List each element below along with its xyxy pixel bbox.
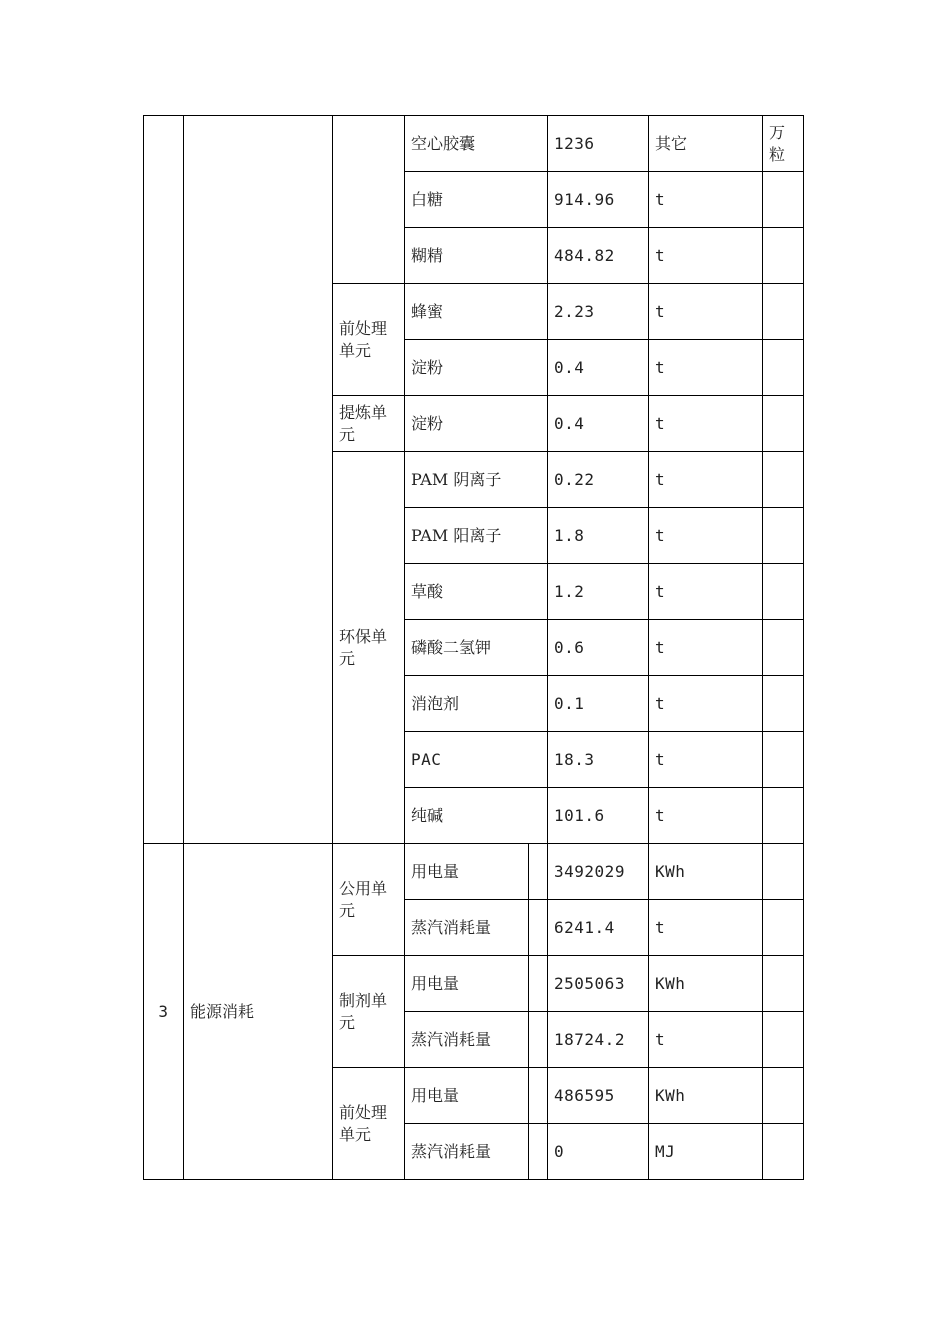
item-cell: 磷酸二氢钾 [405, 620, 548, 676]
value-cell: 2.23 [548, 284, 649, 340]
value-cell: 0.22 [548, 452, 649, 508]
note-cell [763, 284, 804, 340]
measure-cell: t [649, 284, 763, 340]
spacer-cell [529, 1124, 548, 1180]
note-cell [763, 564, 804, 620]
category-cell: 能源消耗 [184, 844, 333, 1180]
measure-cell: 其它 [649, 116, 763, 172]
note-cell [763, 172, 804, 228]
measure-cell: t [649, 676, 763, 732]
item-cell: PAM 阳离子 [405, 508, 548, 564]
note-cell [763, 620, 804, 676]
unit-cell: 制剂单元 [333, 956, 405, 1068]
measure-cell: t [649, 228, 763, 284]
value-cell: 0.6 [548, 620, 649, 676]
note-cell [763, 396, 804, 452]
value-cell: 3492029 [548, 844, 649, 900]
item-cell: 淀粉 [405, 340, 548, 396]
measure-cell: t [649, 452, 763, 508]
value-cell: 6241.4 [548, 900, 649, 956]
note-cell [763, 508, 804, 564]
measure-cell: t [649, 788, 763, 844]
value-cell: 18724.2 [548, 1012, 649, 1068]
item-cell: 消泡剂 [405, 676, 548, 732]
item-cell: PAM 阴离子 [405, 452, 548, 508]
note-cell [763, 676, 804, 732]
item-cell: 纯碱 [405, 788, 548, 844]
value-cell: 0 [548, 1124, 649, 1180]
item-cell: 白糖 [405, 172, 548, 228]
item-cell: 蜂蜜 [405, 284, 548, 340]
spacer-cell [529, 956, 548, 1012]
note-cell [763, 844, 804, 900]
note-cell [763, 228, 804, 284]
measure-cell: KWh [649, 1068, 763, 1124]
note-cell [763, 452, 804, 508]
value-cell: 1236 [548, 116, 649, 172]
item-cell: PAC [405, 732, 548, 788]
item-cell: 蒸汽消耗量 [405, 1012, 529, 1068]
unit-cell: 环保单元 [333, 452, 405, 844]
note-cell [763, 1068, 804, 1124]
value-cell: 0.4 [548, 340, 649, 396]
note-cell: 万粒 [763, 116, 804, 172]
value-cell: 1.8 [548, 508, 649, 564]
measure-cell: t [649, 732, 763, 788]
value-cell: 1.2 [548, 564, 649, 620]
spacer-cell [529, 1068, 548, 1124]
value-cell: 18.3 [548, 732, 649, 788]
unit-cell: 前处理单元 [333, 1068, 405, 1180]
spacer-cell [529, 844, 548, 900]
measure-cell: t [649, 172, 763, 228]
item-cell: 用电量 [405, 844, 529, 900]
measure-cell: KWh [649, 956, 763, 1012]
consumption-table [143, 115, 804, 1180]
spacer-cell [529, 1012, 548, 1068]
index-cell: 3 [144, 844, 184, 1180]
item-cell: 蒸汽消耗量 [405, 1124, 529, 1180]
measure-cell: t [649, 1012, 763, 1068]
measure-cell: t [649, 620, 763, 676]
item-cell: 淀粉 [405, 396, 548, 452]
item-cell: 空心胶囊 [405, 116, 548, 172]
unit-cell: 提炼单元 [333, 396, 405, 452]
measure-cell: KWh [649, 844, 763, 900]
note-cell [763, 732, 804, 788]
note-cell [763, 788, 804, 844]
measure-cell: t [649, 340, 763, 396]
table-row [144, 116, 804, 172]
item-cell: 草酸 [405, 564, 548, 620]
spacer-cell [529, 900, 548, 956]
measure-cell: MJ [649, 1124, 763, 1180]
value-cell: 914.96 [548, 172, 649, 228]
measure-cell: t [649, 564, 763, 620]
value-cell: 486595 [548, 1068, 649, 1124]
note-cell [763, 340, 804, 396]
unit-cell [333, 116, 405, 284]
note-cell [763, 1012, 804, 1068]
category-cell [184, 116, 333, 844]
value-cell: 484.82 [548, 228, 649, 284]
unit-cell: 前处理单元 [333, 284, 405, 396]
item-cell: 糊精 [405, 228, 548, 284]
measure-cell: t [649, 396, 763, 452]
note-cell [763, 1124, 804, 1180]
unit-cell: 公用单元 [333, 844, 405, 956]
item-cell: 用电量 [405, 1068, 529, 1124]
value-cell: 2505063 [548, 956, 649, 1012]
table-row [144, 844, 804, 900]
value-cell: 0.1 [548, 676, 649, 732]
item-cell: 用电量 [405, 956, 529, 1012]
item-cell: 蒸汽消耗量 [405, 900, 529, 956]
value-cell: 101.6 [548, 788, 649, 844]
value-cell: 0.4 [548, 396, 649, 452]
measure-cell: t [649, 900, 763, 956]
index-cell [144, 116, 184, 844]
note-cell [763, 956, 804, 1012]
note-cell [763, 900, 804, 956]
measure-cell: t [649, 508, 763, 564]
